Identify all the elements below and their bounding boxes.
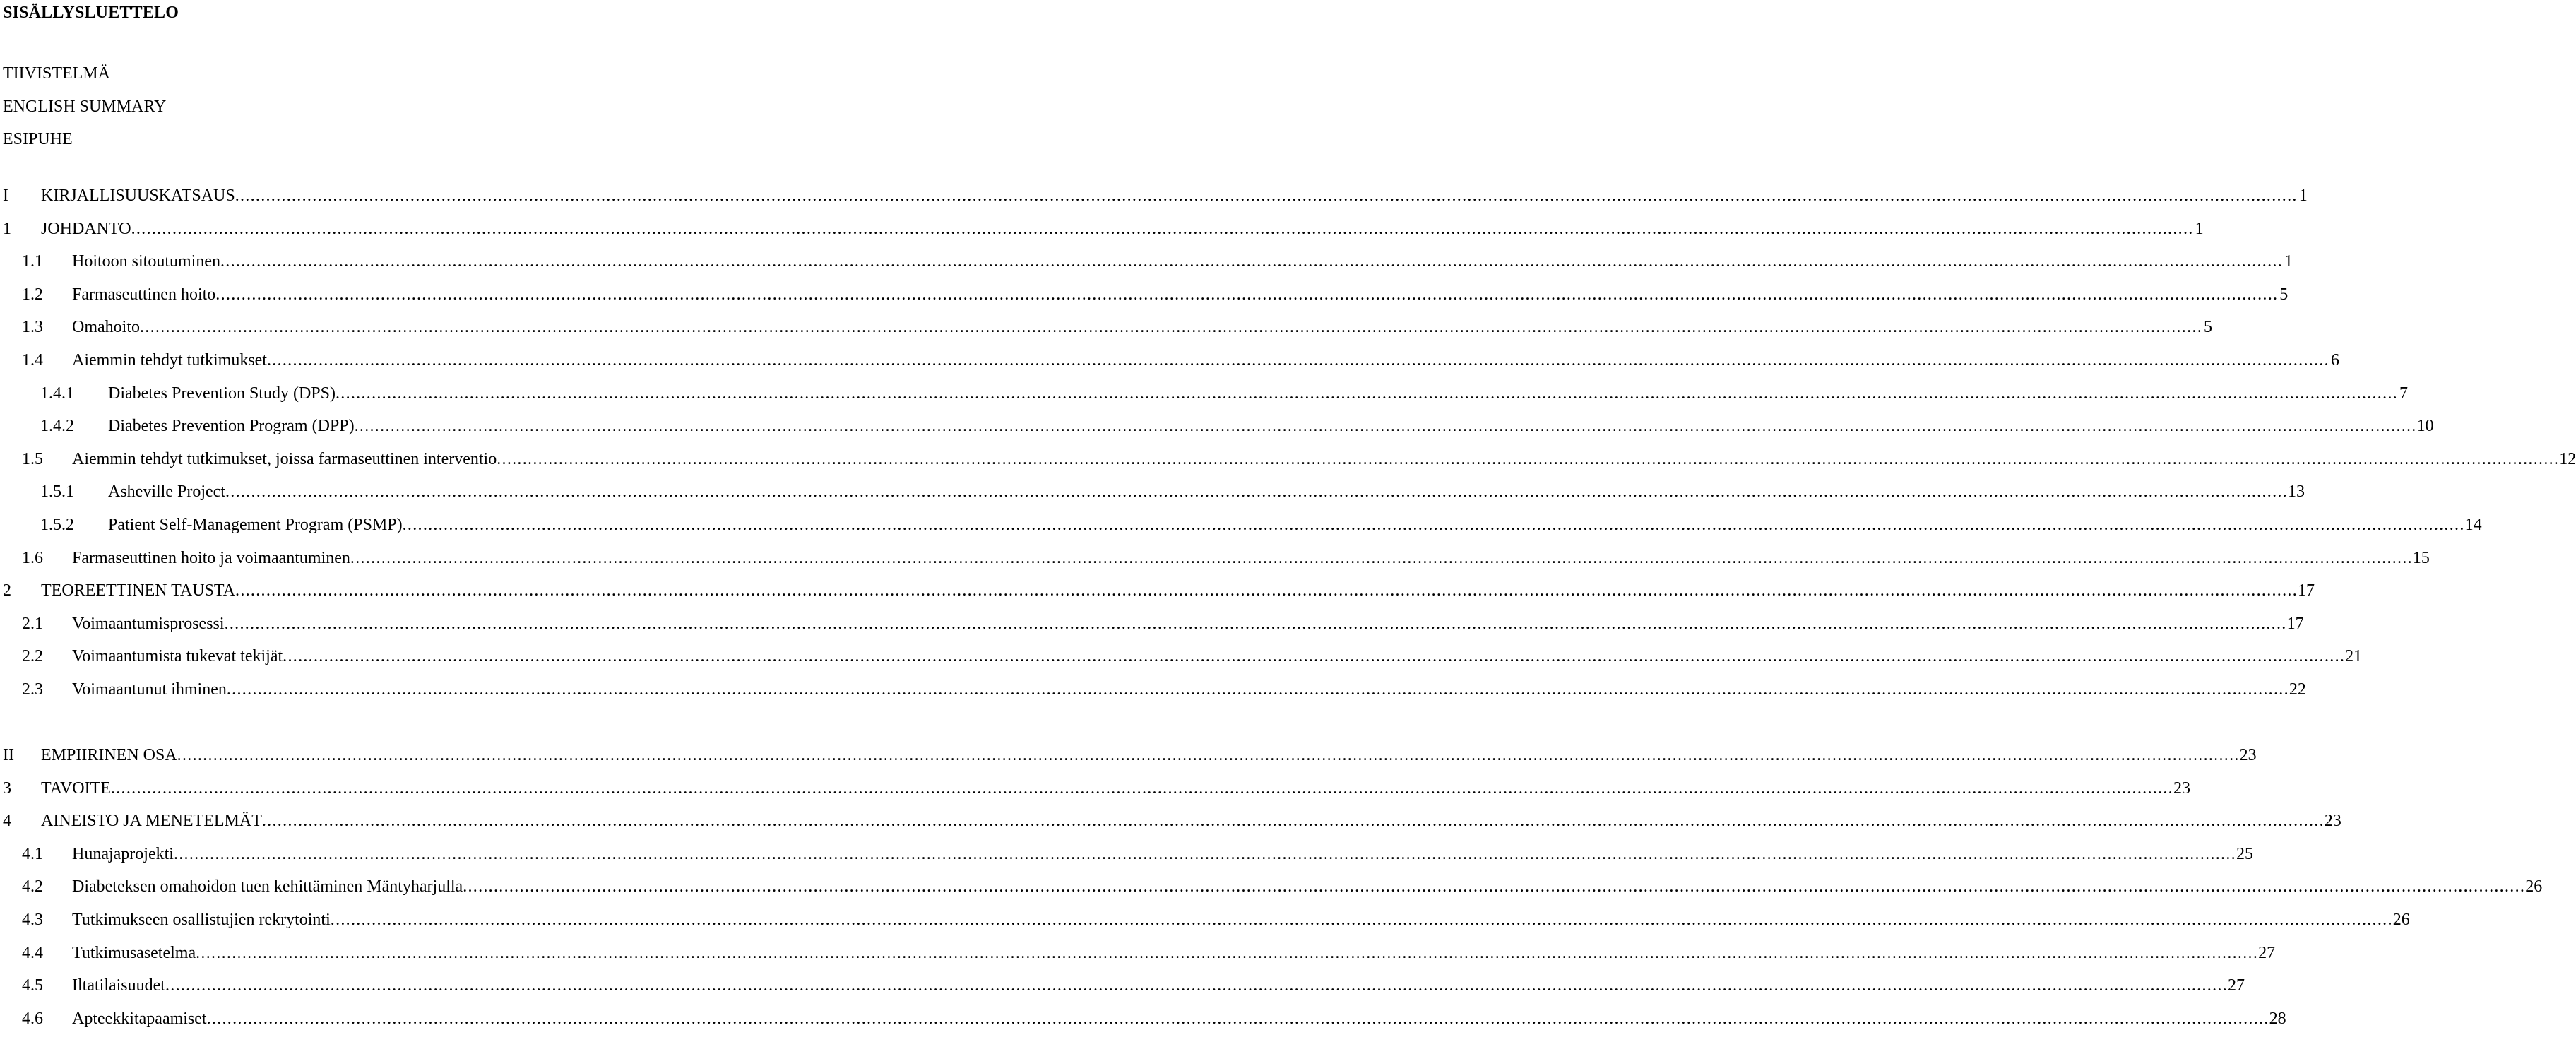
- toc-entry-title: Hunajaprojekti: [72, 845, 174, 863]
- toc-entry-page-number: 23: [2324, 812, 2341, 830]
- toc-entry: [0, 185, 2308, 206]
- dot-leader: ................................................................................................................................................................................................................................................................................................................................................................................................................: [165, 976, 2228, 995]
- toc-entry-number: 2.2: [22, 647, 43, 665]
- dot-leader: ................................................................................................................................................................................................................................................................................................................................................................................................................: [463, 877, 2526, 896]
- toc-entry-title: Voimaantunut ihminen: [72, 680, 227, 699]
- toc-entry: [0, 580, 2315, 601]
- dot-leader: ................................................................................................................................................................................................................................................................................................................................................................................................................: [354, 417, 2417, 435]
- toc-entry-number: 1.6: [22, 549, 43, 567]
- dot-leader: ................................................................................................................................................................................................................................................................................................................................................................................................................: [196, 944, 2259, 962]
- toc-entry: [0, 251, 2293, 272]
- toc-entry-page-number: 17: [2298, 581, 2315, 600]
- toc-entry-page-number: 26: [2392, 911, 2410, 929]
- toc-entry: [0, 514, 2482, 535]
- toc-entry-number: 1.5.2: [40, 516, 74, 534]
- toc-entry-page-number: 28: [2269, 1010, 2286, 1028]
- toc-entry-number: 2.1: [22, 615, 43, 633]
- toc-entry-page-number: 7: [2399, 384, 2408, 403]
- toc-entry-page-number: 22: [2289, 680, 2306, 699]
- dot-leader: ................................................................................................................................................................................................................................................................................................................................................................................................................: [497, 450, 2560, 468]
- toc-entry-title: Farmaseuttinen hoito: [72, 285, 216, 304]
- toc-entry-title: Farmaseuttinen hoito ja voimaantuminen: [72, 549, 350, 567]
- toc-entry: [0, 218, 2204, 239]
- toc-entry-number: 1.1: [22, 252, 43, 271]
- toc-entry-title: EMPIIRINEN OSA: [41, 746, 177, 764]
- toc-entry-number: 3: [3, 779, 11, 798]
- toc-entry-title: Iltatilaisuudet: [72, 976, 165, 995]
- toc-entry-number: 4.2: [22, 877, 43, 896]
- toc-entry-page-number: 21: [2345, 647, 2363, 665]
- page-title: SISÄLLYSLUETTELO: [3, 4, 179, 22]
- front-matter-summary: TIIVISTELMÄ: [3, 64, 110, 83]
- toc-entry-number: 2.3: [22, 680, 43, 699]
- toc-entry-page-number: 15: [2412, 549, 2430, 567]
- toc-entry-page-number: 5: [2279, 285, 2289, 304]
- toc-entry: [0, 975, 2245, 996]
- toc-entry: [0, 481, 2305, 502]
- dot-leader: ................................................................................................................................................................................................................................................................................................................................................................................................................: [226, 680, 2289, 699]
- toc-entry-page-number: 1: [2284, 252, 2293, 271]
- dot-leader: ................................................................................................................................................................................................................................................................................................................................................................................................................: [225, 482, 2288, 501]
- toc-entry-page-number: 14: [2464, 516, 2482, 534]
- toc-entry: [0, 679, 2306, 700]
- toc-entry-title: Diabetes Prevention Study (DPS): [108, 384, 336, 403]
- toc-entry: [0, 284, 2289, 305]
- toc-entry: [0, 778, 2190, 799]
- toc-entry-number: 1.5.1: [40, 482, 74, 501]
- dot-leader: ................................................................................................................................................................................................................................................................................................................................................................................................................: [235, 581, 2298, 600]
- toc-entry-number: 1.4.1: [40, 384, 74, 403]
- dot-leader: ................................................................................................................................................................................................................................................................................................................................................................................................................: [224, 615, 2287, 633]
- toc-entry: [0, 350, 2339, 371]
- front-matter-english-summary: ENGLISH SUMMARY: [3, 97, 167, 116]
- toc-entry-number: II: [3, 746, 14, 764]
- dot-leader: ................................................................................................................................................................................................................................................................................................................................................................................................................: [330, 911, 2393, 929]
- dot-leader: ................................................................................................................................................................................................................................................................................................................................................................................................................: [177, 746, 2240, 764]
- toc-entry: [0, 415, 2434, 437]
- toc-entry-title: Hoitoon sitoutuminen: [72, 252, 220, 271]
- toc-entry: [0, 810, 2341, 831]
- toc-entry-page-number: 5: [2204, 318, 2212, 336]
- toc-entry: [0, 547, 2430, 569]
- toc-entry-number: I: [3, 187, 8, 205]
- toc-entry: [0, 646, 2363, 667]
- toc-entry-number: 4: [3, 812, 11, 830]
- dot-leader: ................................................................................................................................................................................................................................................................................................................................................................................................................: [235, 187, 2298, 205]
- toc-entry-title: Voimaantumista tukevat tekijät: [72, 647, 283, 665]
- toc-entry-number: 1.5: [22, 450, 43, 468]
- toc-entry-number: 4.6: [22, 1010, 43, 1028]
- toc-entry-page-number: 13: [2287, 482, 2305, 501]
- toc-entry: [0, 942, 2276, 964]
- toc-entry-title: Omahoito: [72, 318, 140, 336]
- toc-entry-page-number: 12: [2559, 450, 2576, 468]
- toc-entry-title: Apteekkitapaamiset: [72, 1010, 207, 1028]
- dot-leader: ................................................................................................................................................................................................................................................................................................................................................................................................................: [261, 812, 2325, 830]
- toc-entry-title: JOHDANTO: [41, 220, 131, 238]
- toc-entry: [0, 449, 2576, 470]
- toc-entry-title: TEOREETTINEN TAUSTA: [41, 581, 236, 600]
- dot-leader: ................................................................................................................................................................................................................................................................................................................................................................................................................: [140, 318, 2202, 336]
- dot-leader: ................................................................................................................................................................................................................................................................................................................................................................................................................: [335, 384, 2398, 403]
- toc-entry-number: 4.3: [22, 911, 43, 929]
- toc-entry-title: Asheville Project: [108, 482, 225, 501]
- toc-entry: [0, 316, 2212, 338]
- toc-entry-title: Diabeteksen omahoidon tuen kehittäminen Mäntyharjulla: [72, 877, 463, 896]
- toc-entry-title: Aiemmin tehdyt tutkimukset: [72, 351, 267, 369]
- toc-entry-title: Tutkimusasetelma: [72, 944, 196, 962]
- toc-entry-number: 1: [3, 220, 11, 238]
- toc-entry-page-number: 27: [2258, 944, 2276, 962]
- dot-leader: ................................................................................................................................................................................................................................................................................................................................................................................................................: [173, 845, 2236, 863]
- toc-entry-page-number: 23: [2239, 746, 2257, 764]
- dot-leader: ................................................................................................................................................................................................................................................................................................................................................................................................................: [206, 1010, 2269, 1028]
- toc-entry-page-number: 26: [2525, 877, 2543, 896]
- toc-entry: [0, 876, 2543, 897]
- dot-leader: ................................................................................................................................................................................................................................................................................................................................................................................................................: [215, 285, 2279, 304]
- toc-entry-page-number: 25: [2236, 845, 2253, 863]
- toc-entry-title: Aiemmin tehdyt tutkimukset, joissa farmaseuttinen interventio: [72, 450, 497, 468]
- dot-leader: ................................................................................................................................................................................................................................................................................................................................................................................................................: [402, 516, 2465, 534]
- toc-entry-number: 1.4.2: [40, 417, 74, 435]
- toc-entry-page-number: 17: [2286, 615, 2304, 633]
- toc-entry-number: 4.5: [22, 976, 43, 995]
- toc-entry: [0, 1008, 2286, 1029]
- dot-leader: ................................................................................................................................................................................................................................................................................................................................................................................................................: [283, 647, 2346, 665]
- toc-entry-title: KIRJALLISUUSKATSAUS: [41, 187, 235, 205]
- toc-entry-title: TAVOITE: [41, 779, 111, 798]
- toc-entry-number: 1.4: [22, 351, 43, 369]
- toc-entry-number: 4.4: [22, 944, 43, 962]
- toc-entry-number: 1.3: [22, 318, 43, 336]
- toc-entry-page-number: 6: [2330, 351, 2339, 369]
- toc-entry: [0, 613, 2304, 634]
- toc-entry-page-number: 27: [2227, 976, 2245, 995]
- toc-entry-number: 1.2: [22, 285, 43, 304]
- toc-entry: [0, 843, 2253, 865]
- toc-entry-number: 2: [3, 581, 11, 600]
- toc-entry: [0, 745, 2257, 766]
- dot-leader: ................................................................................................................................................................................................................................................................................................................................................................................................................: [350, 549, 2413, 567]
- dot-leader: ................................................................................................................................................................................................................................................................................................................................................................................................................: [266, 351, 2329, 369]
- toc-entry-title: Voimaantumisprosessi: [72, 615, 225, 633]
- toc-entry: [0, 909, 2410, 930]
- toc-entry-title: Tutkimukseen osallistujien rekrytointi: [72, 911, 331, 929]
- dot-leader: ................................................................................................................................................................................................................................................................................................................................................................................................................: [220, 252, 2283, 271]
- front-matter-preface: ESIPUHE: [3, 130, 73, 148]
- toc-entry-number: 4.1: [22, 845, 43, 863]
- dot-leader: ................................................................................................................................................................................................................................................................................................................................................................................................................: [110, 779, 2173, 798]
- toc-entry-page-number: 1: [2298, 187, 2308, 205]
- toc-entry: [0, 383, 2408, 404]
- toc-entry-page-number: 23: [2173, 779, 2190, 798]
- dot-leader: ................................................................................................................................................................................................................................................................................................................................................................................................................: [131, 220, 2194, 238]
- toc-entry-title: Diabetes Prevention Program (DPP): [108, 417, 355, 435]
- toc-entry-page-number: 1: [2195, 220, 2204, 238]
- toc-entry-title: Patient Self-Management Program (PSMP): [108, 516, 403, 534]
- toc-entry-title: AINEISTO JA MENETELMÄT: [41, 812, 262, 830]
- toc-entry-page-number: 10: [2416, 417, 2434, 435]
